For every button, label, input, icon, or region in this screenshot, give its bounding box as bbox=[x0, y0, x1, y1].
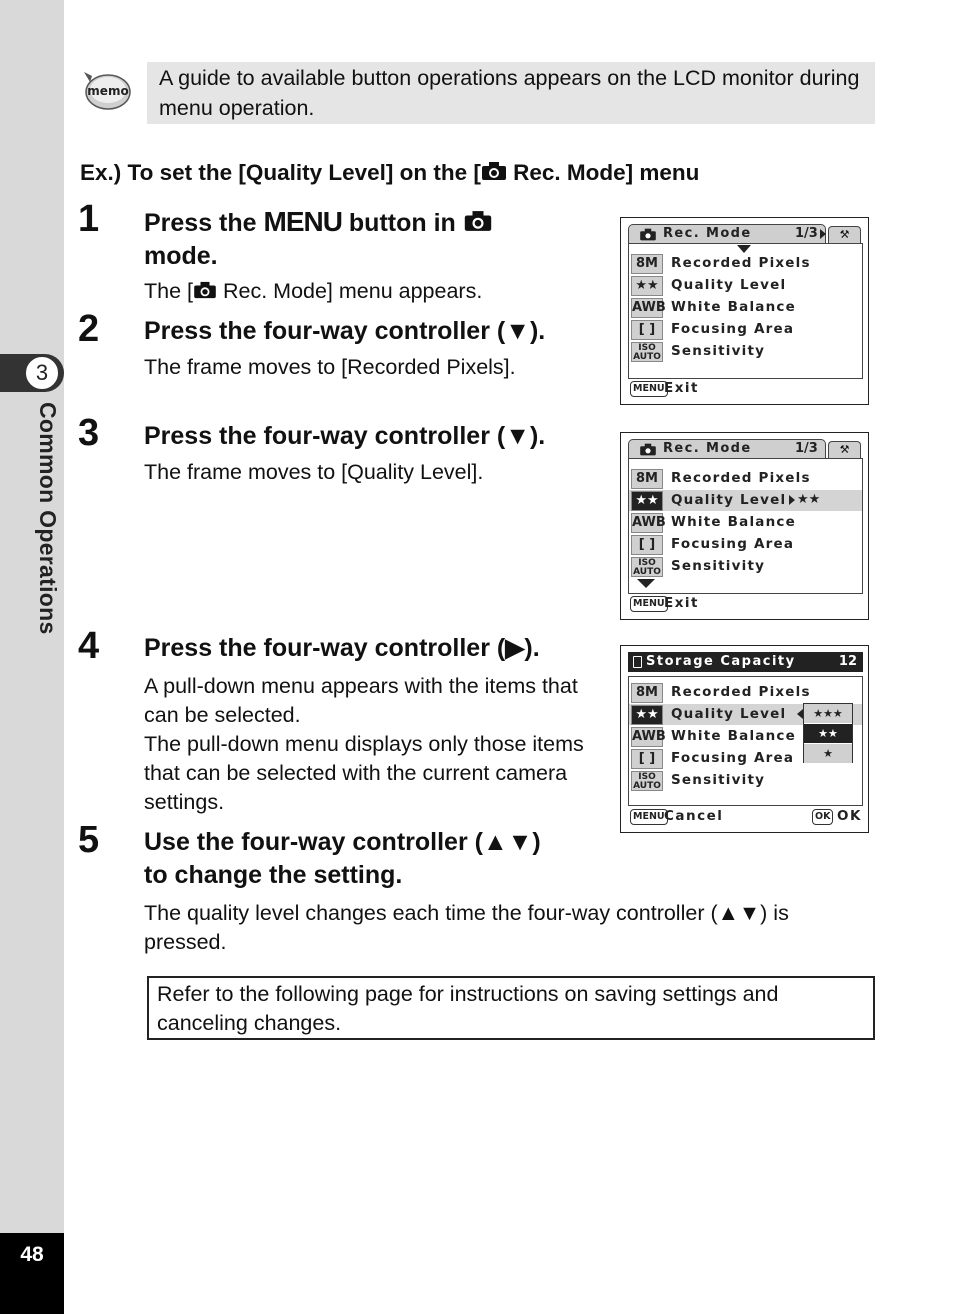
step-1-title bbox=[144, 205, 493, 273]
white-balance-icon: AWB bbox=[631, 298, 663, 318]
focusing-area-icon: [ ] bbox=[631, 535, 663, 555]
step-3-number: 3 bbox=[78, 412, 100, 454]
ok-label: OK bbox=[837, 808, 862, 824]
memo-text: A guide to available button operations appears on the LCD monitor during menu operation. bbox=[159, 66, 860, 120]
screen-tabbar bbox=[628, 439, 861, 459]
setup-tab-wrench-icon: ⚒ bbox=[828, 441, 861, 459]
step-5-desc: The quality level changes each time the four-way controller (▲▼) is pressed. bbox=[144, 901, 789, 954]
pulldown-option: ★ bbox=[804, 744, 852, 763]
menu-item-label: Focusing Area bbox=[671, 750, 795, 766]
menu-item bbox=[629, 297, 862, 318]
step-2-number: 2 bbox=[78, 308, 100, 350]
step-1-title-a: Press the bbox=[144, 209, 264, 237]
menu-item bbox=[629, 253, 862, 274]
pulldown-option-selected: ★★ bbox=[804, 724, 852, 743]
menu-item bbox=[629, 468, 862, 489]
step-1-desc bbox=[144, 277, 482, 306]
quality-level-icon: ★★ bbox=[631, 276, 663, 296]
step-1-number: 1 bbox=[78, 198, 100, 240]
menu-key-icon: MENU bbox=[630, 381, 668, 397]
menu-item-label: Quality Level bbox=[671, 277, 787, 293]
storage-title-bar bbox=[628, 652, 863, 672]
lcd-screen-storage-capacity bbox=[620, 645, 869, 833]
screen-tab-title: Rec. Mode bbox=[663, 441, 752, 456]
sensitivity-icon: ISO AUTO bbox=[631, 557, 663, 577]
menu-item-label: Sensitivity bbox=[671, 558, 766, 574]
menu-button-label: MENU bbox=[263, 206, 342, 237]
down-arrow-icon bbox=[637, 579, 655, 588]
step-5-number: 5 bbox=[78, 819, 100, 861]
step-1-desc-a: The [ bbox=[144, 279, 193, 303]
menu-item bbox=[629, 682, 862, 703]
ok-key-icon: OK bbox=[812, 809, 833, 825]
menu-item-label: Sensitivity bbox=[671, 343, 766, 359]
menu-item bbox=[629, 534, 862, 555]
reference-note bbox=[147, 976, 875, 1040]
screen-footer bbox=[630, 809, 865, 827]
memo-icon-label: memo bbox=[87, 84, 129, 98]
menu-item-label: White Balance bbox=[671, 299, 796, 315]
lcd-screen-rec-mode-2 bbox=[620, 432, 869, 620]
tab-right-arrow-icon bbox=[820, 229, 826, 239]
step-2-desc: The frame moves to [Recorded Pixels]. bbox=[144, 355, 516, 379]
example-heading bbox=[80, 160, 699, 186]
white-balance-icon: AWB bbox=[631, 513, 663, 533]
menu-item-selected bbox=[629, 490, 862, 511]
lcd-screen-rec-mode-1 bbox=[620, 217, 869, 405]
menu-item-label: Recorded Pixels bbox=[671, 684, 811, 700]
menu-item bbox=[629, 319, 862, 340]
example-suffix: Rec. Mode] menu bbox=[506, 160, 700, 185]
chapter-number: 3 bbox=[25, 356, 59, 390]
menu-item bbox=[629, 275, 862, 296]
step-5-title-line1: Use the four-way controller (▲▼) bbox=[144, 828, 541, 856]
menu-item-label: Quality Level bbox=[671, 706, 787, 722]
step-2-title: Press the four-way controller (▼). bbox=[144, 317, 546, 345]
storage-capacity-label: Storage Capacity bbox=[646, 654, 796, 669]
camera-icon bbox=[639, 443, 657, 456]
menu-panel bbox=[628, 243, 863, 379]
rec-mode-tab bbox=[628, 439, 826, 458]
focusing-area-icon: [ ] bbox=[631, 749, 663, 769]
step-1-title-c: mode. bbox=[144, 242, 218, 270]
menu-item-label: Recorded Pixels bbox=[671, 470, 811, 486]
exit-label: Exit bbox=[664, 380, 700, 396]
step-4-number: 4 bbox=[78, 625, 100, 667]
screen-page: 1/3 bbox=[795, 226, 818, 241]
sd-card-icon bbox=[633, 656, 642, 668]
menu-item-label: Quality Level bbox=[671, 492, 787, 508]
screen-page: 1/3 bbox=[795, 441, 818, 456]
camera-icon bbox=[481, 161, 507, 181]
step-3-desc: The frame moves to [Quality Level]. bbox=[144, 460, 484, 484]
exit-label: Exit bbox=[664, 595, 700, 611]
focusing-area-icon: [ ] bbox=[631, 320, 663, 340]
menu-key-icon: MENU bbox=[630, 596, 668, 612]
chapter-title: Common Operations bbox=[35, 402, 61, 635]
cancel-label: Cancel bbox=[664, 808, 724, 824]
pulldown-option: ★★★ bbox=[804, 704, 852, 723]
recorded-pixels-icon: 8M bbox=[631, 469, 663, 489]
menu-item-label: White Balance bbox=[671, 514, 796, 530]
menu-item bbox=[629, 341, 862, 362]
step-4-title: Press the four-way controller (▶). bbox=[144, 634, 540, 662]
recorded-pixels-icon: 8M bbox=[631, 683, 663, 703]
white-balance-icon: AWB bbox=[631, 727, 663, 747]
step-3-title: Press the four-way controller (▼). bbox=[144, 422, 546, 450]
camera-icon bbox=[463, 210, 493, 232]
step-5-title bbox=[144, 826, 541, 892]
menu-item bbox=[629, 770, 862, 791]
menu-item-label: Focusing Area bbox=[671, 321, 795, 337]
quality-level-icon: ★★ bbox=[631, 705, 663, 725]
menu-item-label: White Balance bbox=[671, 728, 796, 744]
menu-panel bbox=[628, 458, 863, 594]
menu-item-label: Recorded Pixels bbox=[671, 255, 811, 271]
menu-item bbox=[629, 556, 862, 577]
example-prefix: Ex.) To set the [Quality Level] on the [ bbox=[80, 160, 481, 185]
quality-value: ★★ bbox=[797, 492, 821, 507]
screen-footer bbox=[630, 381, 865, 399]
memo-icon bbox=[80, 68, 132, 112]
rec-mode-tab bbox=[628, 224, 826, 243]
camera-icon bbox=[193, 281, 217, 299]
memo-note bbox=[147, 62, 875, 124]
sensitivity-icon: ISO AUTO bbox=[631, 342, 663, 362]
step-4-desc: A pull-down menu appears with the items that can be selected. The pull-down menu displays only those items that can be selected with the current camera settings. bbox=[144, 674, 584, 814]
screen-tabbar bbox=[628, 224, 861, 244]
right-arrow-icon bbox=[789, 495, 795, 505]
menu-item-label: Sensitivity bbox=[671, 772, 766, 788]
menu-item-label: Focusing Area bbox=[671, 536, 795, 552]
quality-level-icon: ★★ bbox=[631, 491, 663, 511]
menu-item bbox=[629, 512, 862, 533]
step-1-desc-b: Rec. Mode] menu appears. bbox=[217, 279, 483, 303]
camera-icon bbox=[639, 228, 657, 241]
quality-pulldown bbox=[803, 703, 853, 763]
screen-footer bbox=[630, 596, 865, 614]
sensitivity-icon: ISO AUTO bbox=[631, 771, 663, 791]
page-number: 48 bbox=[20, 1243, 44, 1266]
storage-count: 12 bbox=[838, 654, 857, 669]
screen-tab-title: Rec. Mode bbox=[663, 226, 752, 241]
step-1-title-b: button in bbox=[341, 209, 463, 237]
menu-key-icon: MENU bbox=[630, 809, 668, 825]
reference-note-text: Refer to the following page for instructions on saving settings and canceling changes. bbox=[157, 982, 779, 1035]
setup-tab-wrench-icon: ⚒ bbox=[828, 226, 861, 244]
recorded-pixels-icon: 8M bbox=[631, 254, 663, 274]
step-5-title-line2: to change the setting. bbox=[144, 861, 403, 889]
